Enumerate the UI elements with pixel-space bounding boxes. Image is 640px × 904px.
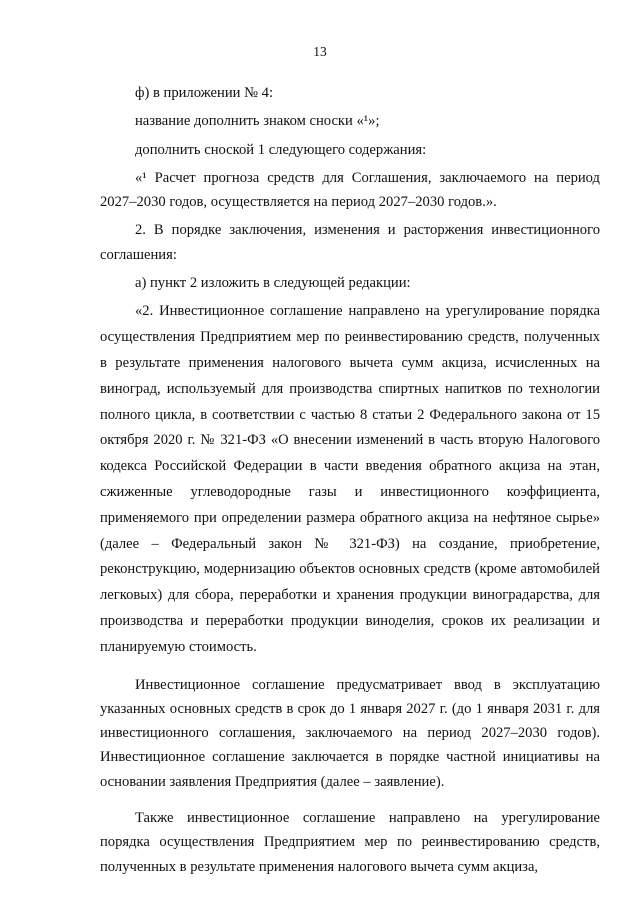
paragraph-footnote-text: «¹ Расчет прогноза средств для Соглашения, заключаемого на период 2027–2030 годов, осуществляется на период 2027–2030 годов.».	[100, 169, 600, 211]
paragraph-item-a: а) пункт 2 изложить в следующей редакции:	[135, 275, 411, 292]
document-body	[100, 81, 600, 883]
paragraph-investment-terms: Инвестиционное соглашение предусматривает ввод в эксплуатацию указанных основных средств в срок до 1 января 2027 г. (до 1 января 2031 г. для инвестиционного соглашения, заключаемого на период 2027–2030 годов). Инвестиционное соглашение заключается в порядке частной инициативы на основании заявления Предприятия (далее – заявление).	[100, 676, 600, 790]
paragraph-3: дополнить сноской 1 следующего содержания:	[135, 141, 427, 158]
paragraph-1: ф) в приложении № 4:	[135, 85, 274, 101]
page-number: 13	[313, 44, 327, 59]
paragraph-quoted-clause-2: «2. Инвестиционное соглашение направлено на урегулирование порядка осуществления Предприятием мер по реинвестированию средств, полученных в результате применения налогового вычета сумм акциза, исчисленных на виноград, используемый для производства спиртных напитков по технологии полного цикла, в соответствии с частью 8 статьи 2 Федерального закона от 15 октября 2020 г. № 321-ФЗ «О внесении изменений в часть вторую Налогового кодекса Российской Федерации в части введения обратного акциза на этан, сжиженные углеводородные газы и инвестиционного коэффициента, применяемого при определении размера обратного акциза на нефтяное сырье» (далее – Федеральный закон № 321-ФЗ) на создание, приобретение, реконструкцию, модернизацию объектов основных средств (кроме автомобилей легковых) для сбора, переработки и хранения продукции виноградарства, для производства и переработки продукции виноделия, сроков их реализации и планируемую стоимость.	[100, 303, 600, 655]
paragraph-item-2: 2. В порядке заключения, изменения и расторжения инвестиционного соглашения:	[100, 222, 600, 263]
paragraph-also: Также инвестиционное соглашение направлено на урегулирование порядка осуществления Предприятием мер по реинвестированию средств, полученных в результате применения налогового вычета сумм акциза,	[100, 810, 600, 875]
paragraph-2: название дополнить знаком сноски «¹»;	[135, 113, 380, 130]
